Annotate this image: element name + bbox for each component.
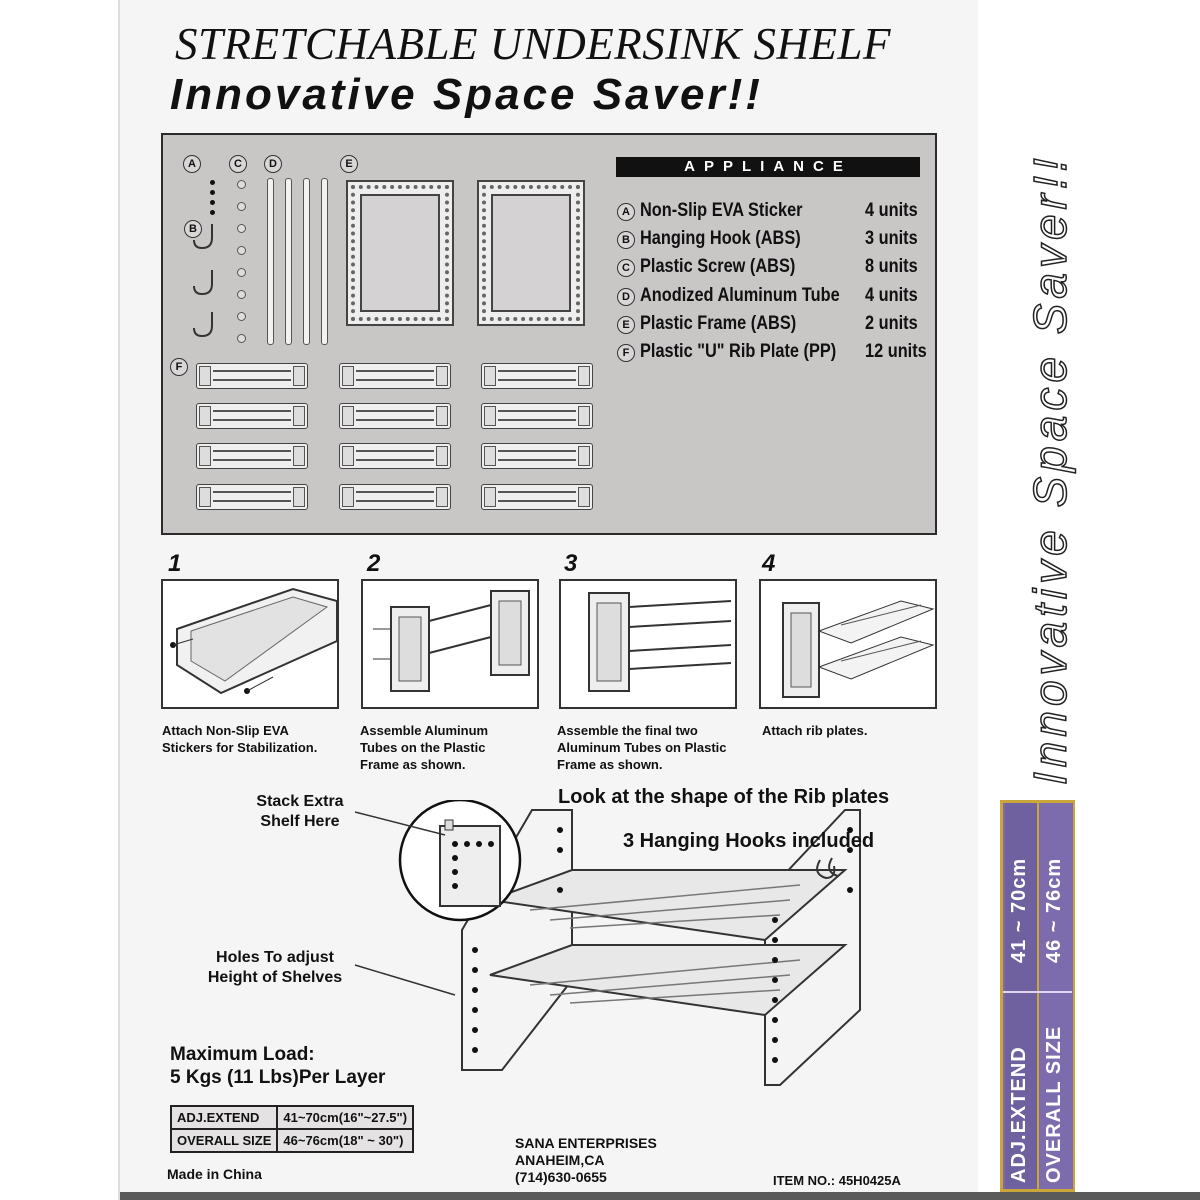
screw-icon: [237, 224, 246, 233]
product-title: STRETCHABLE UNDERSINK SHELF: [175, 19, 892, 69]
list-marker-c: C: [617, 259, 635, 277]
hooks-note: 3 Hanging Hooks included: [623, 830, 875, 852]
made-in: Made in China: [167, 1166, 262, 1182]
step-number: 3: [564, 550, 578, 577]
screw-icon: [237, 268, 246, 277]
rib-plate-icon: [196, 484, 308, 510]
sticker-dot: [210, 180, 215, 185]
side-size-label: OVERALL SIZE: [1043, 1025, 1065, 1183]
spec-value: 46~76cm(18" ~ 30"): [277, 1129, 413, 1152]
list-item-name: Plastic Screw (ABS): [640, 256, 796, 277]
step-number: 4: [762, 550, 776, 577]
marker-e: E: [340, 155, 358, 173]
appliance-heading: APPLIANCE: [616, 157, 920, 177]
rib-plate-icon: [196, 403, 308, 429]
marker-c: C: [229, 155, 247, 173]
rib-plate-icon: [339, 484, 451, 510]
list-item-qty: 4 units: [865, 200, 918, 221]
list-marker-f: F: [617, 344, 635, 362]
table-row: [171, 1129, 413, 1152]
screw-icon: [237, 180, 246, 189]
rib-plate-icon: [481, 443, 593, 469]
list-item-name: Anodized Aluminum Tube: [640, 285, 840, 306]
rib-plate-icon: [196, 363, 308, 389]
list-item-name: Plastic Frame (ABS): [640, 313, 797, 334]
step-4-illustration: [759, 579, 937, 709]
step-number: 2: [367, 550, 381, 577]
spec-table: [170, 1105, 414, 1153]
step-2-illustration: [361, 579, 539, 709]
tube-icon: [285, 178, 292, 345]
sticker-dot: [210, 200, 215, 205]
list-item-qty: 4 units: [865, 285, 918, 306]
step-3-illustration: [559, 579, 737, 709]
spec-label: OVERALL SIZE: [171, 1129, 277, 1152]
side-size-value: 46 ~ 76cm: [1043, 857, 1065, 963]
table-row: [171, 1106, 413, 1129]
list-item-qty: 12 units: [865, 341, 927, 362]
list-item-name: Plastic "U" Rib Plate (PP): [640, 341, 837, 362]
tube-icon: [303, 178, 310, 345]
marker-b: B: [184, 220, 202, 238]
product-tagline: Innovative Space Saver!!: [170, 70, 763, 119]
max-load-text: Maximum Load: 5 Kgs (11 Lbs)Per Layer: [170, 1044, 386, 1088]
side-adj-value: 41 ~ 70cm: [1008, 857, 1030, 963]
rib-plate-icon: [339, 443, 451, 469]
marker-f: F: [170, 358, 188, 376]
list-marker-a: A: [617, 203, 635, 221]
list-item-qty: 3 units: [865, 228, 918, 249]
step-2-caption: Assemble Aluminum Tubes on the Plastic Frame as shown.: [360, 723, 489, 772]
marker-a: A: [183, 155, 201, 173]
rib-plate-icon: [481, 403, 593, 429]
rib-plate-icon: [481, 484, 593, 510]
list-item-qty: 8 units: [865, 256, 918, 277]
marker-d: D: [264, 155, 282, 173]
step-4-caption: Attach rib plates.: [762, 723, 868, 738]
screw-icon: [237, 290, 246, 299]
tube-icon: [321, 178, 328, 345]
sticker-dot: [210, 210, 215, 215]
item-number: ITEM NO.: 45H0425A: [773, 1173, 901, 1188]
step-3-caption: Assemble the final two Aluminum Tubes on Plastic Frame as shown.: [557, 723, 727, 772]
holes-callout: Holes To adjust Height of Shelves: [207, 949, 343, 986]
frame-icon: [346, 180, 454, 326]
side-tagline: Innovative Space Saver!!: [1024, 153, 1076, 785]
stack-callout: Stack Extra Shelf Here: [256, 793, 344, 830]
spec-label: ADJ.EXTEND: [171, 1106, 277, 1129]
list-item-qty: 2 units: [865, 313, 918, 334]
list-marker-d: D: [617, 288, 635, 306]
side-spec-box: [1000, 800, 1075, 1192]
list-marker-b: B: [617, 231, 635, 249]
spec-value: 41~70cm(16"~27.5"): [277, 1106, 413, 1129]
sticker-dot: [210, 190, 215, 195]
frame-icon: [477, 180, 585, 326]
list-marker-e: E: [617, 316, 635, 334]
company-address: SANA ENTERPRISES ANAHEIM,CA (714)630-0655: [515, 1135, 657, 1185]
rib-shape-note: Look at the shape of the Rib plates: [558, 786, 890, 808]
screw-icon: [237, 334, 246, 343]
tube-icon: [267, 178, 274, 345]
screw-icon: [237, 246, 246, 255]
list-item-name: Non-Slip EVA Sticker: [640, 200, 803, 221]
rib-plate-icon: [339, 403, 451, 429]
screw-icon: [237, 312, 246, 321]
screw-icon: [237, 202, 246, 211]
list-item-name: Hanging Hook (ABS): [640, 228, 801, 249]
hook-icons: [190, 220, 226, 340]
step-1-caption: Attach Non-Slip EVA Stickers for Stabilization.: [162, 723, 318, 755]
rib-plate-icon: [196, 443, 308, 469]
rib-plate-icon: [339, 363, 451, 389]
side-adj-label: ADJ.EXTEND: [1008, 1046, 1030, 1183]
bottom-border: [120, 1192, 1200, 1200]
rib-plate-icon: [481, 363, 593, 389]
step-number: 1: [168, 550, 182, 577]
step-1-illustration: [161, 579, 339, 709]
